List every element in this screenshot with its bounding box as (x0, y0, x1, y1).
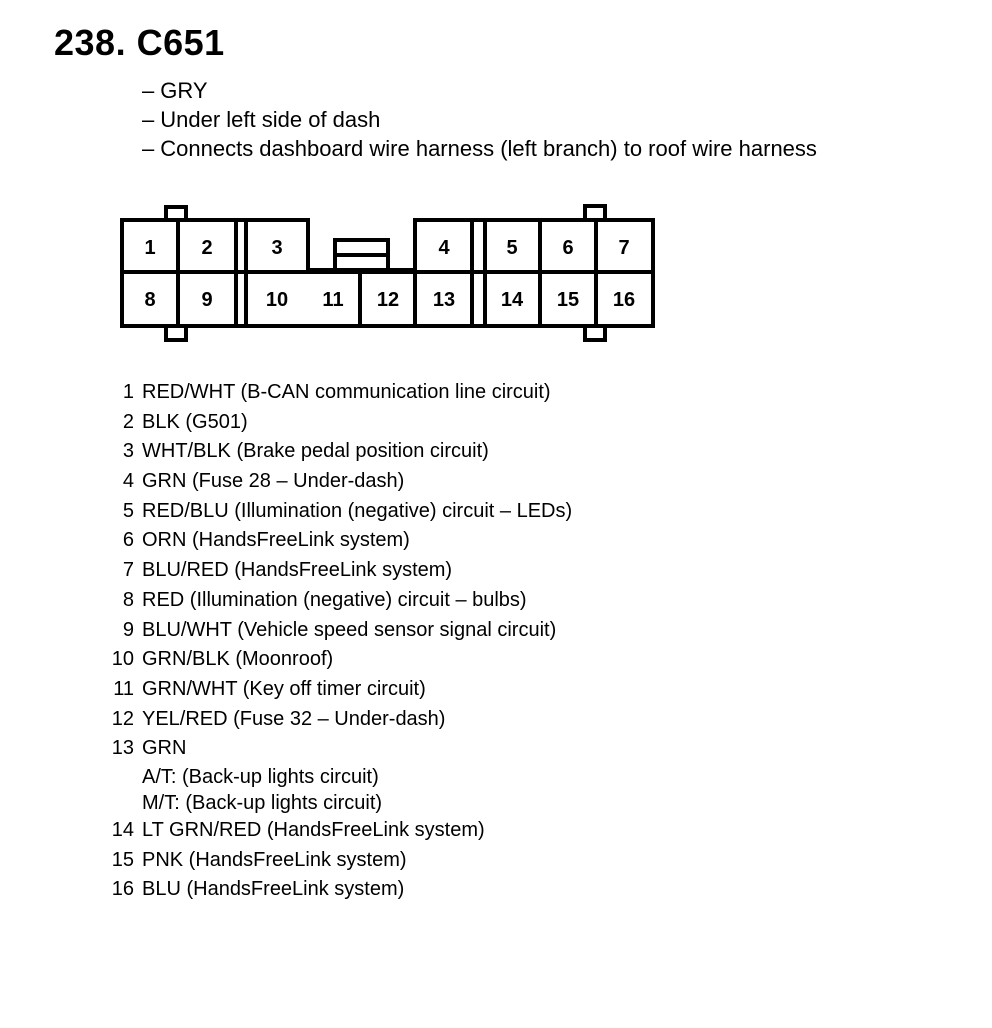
pin-label: 13 (432, 289, 456, 311)
pin-row: 13 GRN (111, 737, 187, 760)
pin-row: 2 BLK (G501) (122, 410, 248, 433)
pin-label: 8 (144, 289, 156, 311)
connector-id: C651 (136, 22, 225, 63)
latch-tab-top-right (585, 206, 605, 220)
pin-label: 11 (322, 289, 344, 311)
pin-row: 11 GRN/WHT (Key off timer circuit) (113, 677, 426, 700)
pin-row: 10 GRN/BLK (Moonroof) (111, 648, 334, 671)
pin-row: 16 BLU (HandsFreeLink system) (111, 878, 405, 901)
pin-row: 4 GRN (Fuse 28 – Under-dash) (122, 470, 405, 493)
pin-row: 9 BLU/WHT (Vehicle speed sensor signal circuit) (122, 618, 557, 641)
connector-number: 238. (54, 22, 127, 63)
pin-list (100, 378, 572, 905)
pin-label: 14 (500, 289, 524, 311)
pin-row: 1 RED/WHT (B-CAN communication line circuit) (122, 381, 551, 403)
pin-label: 12 (376, 289, 400, 311)
pin-label: 2 (201, 237, 213, 259)
pin-row: 3 WHT/BLK (Brake pedal position circuit) (122, 440, 489, 463)
note-color: – GRY (142, 78, 208, 103)
pin-row: 5 RED/BLU (Illumination (negative) circuit – LEDs) (122, 499, 573, 522)
pin-label: 4 (438, 237, 450, 259)
pin-row: 14 LT GRN/RED (HandsFreeLink system) (111, 818, 485, 841)
note-connects: – Connects dashboard wire harness (left branch) to roof wire harness (142, 136, 817, 161)
pin-row: 7 BLU/RED (HandsFreeLink system) (122, 559, 453, 582)
pin-row: 15 PNK (HandsFreeLink system) (111, 848, 407, 871)
pin-sub-note: M/T: (Back-up lights circuit) (142, 791, 383, 814)
pin-sub-note: A/T: (Back-up lights circuit) (142, 765, 379, 788)
pin-label: 7 (618, 237, 630, 259)
latch-tab-bottom-right (585, 326, 605, 340)
pin-label: 9 (201, 289, 213, 311)
pin-row: 12 YEL/RED (Fuse 32 – Under-dash) (111, 707, 446, 730)
pin-label: 3 (271, 237, 283, 259)
pin-row: 8 RED (Illumination (negative) circuit – bulbs) (122, 588, 527, 611)
pin-label: 15 (556, 289, 580, 311)
pin-label: 1 (144, 237, 156, 259)
pin-row: 6 ORN (HandsFreeLink system) (122, 529, 410, 552)
latch-tab-bottom-left (166, 326, 186, 340)
pin-label: 10 (265, 289, 289, 311)
pin-label: 16 (612, 289, 636, 311)
pin-label: 6 (562, 237, 574, 259)
pin-label: 5 (506, 237, 518, 259)
note-location: – Under left side of dash (142, 107, 381, 132)
